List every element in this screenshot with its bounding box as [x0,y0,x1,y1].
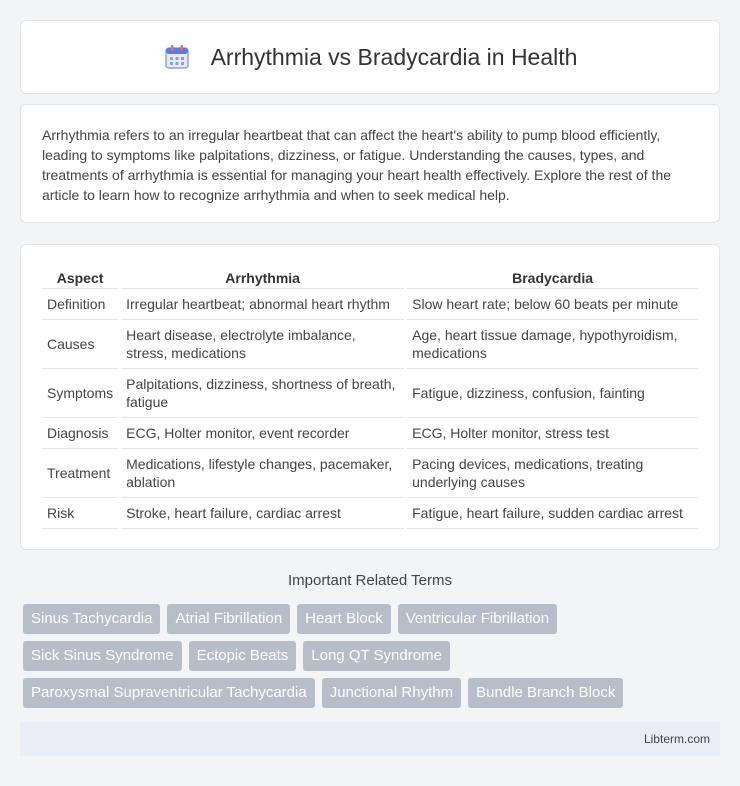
header-arrhythmia: Arrhythmia [121,267,404,289]
calendar-icon [163,43,191,71]
table-cell: Diagnosis [42,418,118,449]
footer [20,722,720,756]
header-card [20,20,720,94]
table-cell: Risk [42,498,118,529]
page-title: Arrhythmia vs Bradycardia in Health [210,43,578,70]
related-terms-title: Important Related Terms [288,572,452,589]
term-tag[interactable]: Sick Sinus Syndrome [23,641,182,671]
header-bradycardia: Bradycardia [407,267,698,289]
term-tag[interactable]: Paroxysmal Supraventricular Tachycardia [23,678,315,708]
intro-text: Arrhythmia refers to an irregular heartbeat that can affect the heart's ability to pump blood efficiently, leading to symptoms like palpitations, dizziness, or fatigue. Understanding the causes, types, and treatments of arrhythmia is essential for managing your heart health effectively. Explore the rest of the article to learn how to recognize arrhythmia and when to seek medical help. [42,127,672,203]
term-row [23,678,723,708]
term-tag[interactable]: Ectopic Beats [189,641,297,671]
footer-link[interactable]: Libterm.com [643,732,710,746]
table-row [42,498,698,529]
table-cell: Stroke, heart failure, cardiac arrest [121,498,404,529]
term-tag[interactable]: Atrial Fibrillation [167,604,290,634]
table-cell: Fatigue, heart failure, sudden cardiac arrest [407,498,698,529]
table-cell: Pacing devices, medications, treating underlying causes [407,449,698,498]
table-row [42,449,698,498]
term-tag[interactable]: Long QT Syndrome [303,641,450,671]
term-row [23,641,723,671]
intro-card [20,104,720,223]
table-cell: ECG, Holter monitor, event recorder [121,418,404,449]
comparison-table-card [20,244,720,550]
table-cell: ECG, Holter monitor, stress test [407,418,698,449]
table-cell: Definition [42,289,118,320]
table-cell: Causes [42,320,118,369]
header-aspect: Aspect [42,267,118,289]
table-row [42,289,698,320]
table-row [42,320,698,369]
table-cell: Irregular heartbeat; abnormal heart rhythm [121,289,404,320]
table-header-row [42,267,698,289]
term-tag[interactable]: Sinus Tachycardia [23,604,160,634]
table-row [42,369,698,418]
table-cell: Palpitations, dizziness, shortness of breath, fatigue [121,369,404,418]
table-row [42,418,698,449]
table-cell: Symptoms [42,369,118,418]
table-cell: Heart disease, electrolyte imbalance, stress, medications [121,320,404,369]
table-cell: Age, heart tissue damage, hypothyroidism, medications [407,320,698,369]
table-cell: Treatment [42,449,118,498]
table-cell: Slow heart rate; below 60 beats per minute [407,289,698,320]
term-tag[interactable]: Ventricular Fibrillation [398,604,557,634]
table-cell: Fatigue, dizziness, confusion, fainting [407,369,698,418]
term-tag[interactable]: Junctional Rhythm [322,678,461,708]
table-cell: Medications, lifestyle changes, pacemaker, ablation [121,449,404,498]
term-tag[interactable]: Bundle Branch Block [468,678,623,708]
related-terms-list [23,604,723,715]
term-tag[interactable]: Heart Block [297,604,391,634]
term-row [23,604,723,634]
comparison-table [39,267,701,529]
